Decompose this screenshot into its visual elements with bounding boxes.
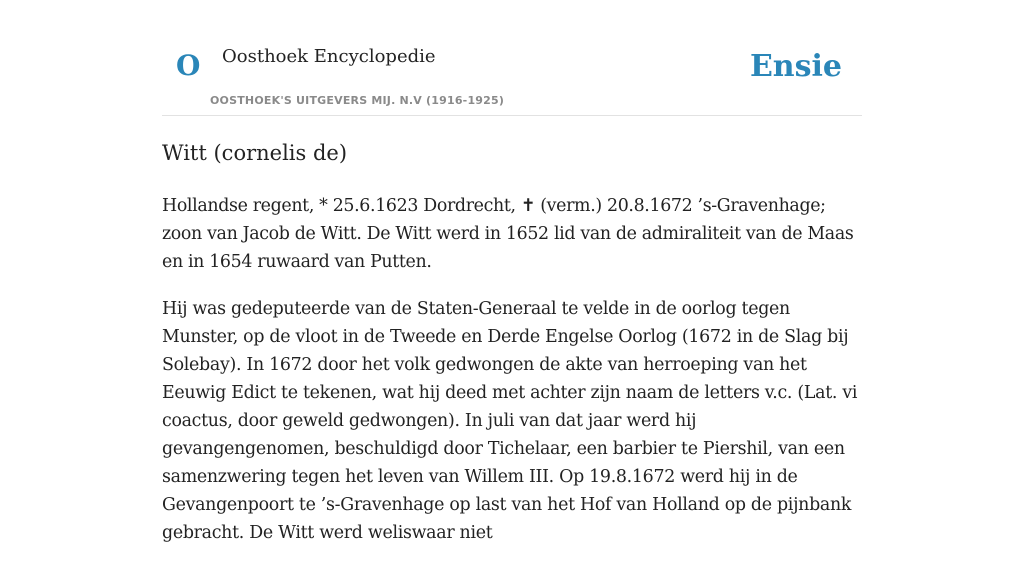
ensie-brand-link[interactable]: Ensie [749,49,842,84]
site-title[interactable]: Oosthoek Encyclopedie [222,46,436,67]
article-body [162,192,862,566]
site-subtitle: OOSTHOEK'S UITGEVERS MIJ. N.V (1916-1925) [210,94,505,107]
page [162,0,862,543]
site-logo-icon[interactable]: O [176,49,201,82]
article-paragraph: Hollandse regent, * 25.6.1623 Dordrecht, ✝ (verm.) 20.8.1672 ’s-Gravenhage; zoon van Jacob de Witt. De Witt werd in 1652 lid van de admiraliteit van de Maas en in 1654 ruwaard van Putten. [162,196,854,272]
article-title: Witt (cornelis de) [162,141,348,165]
article-paragraph: Hij was gedeputeerde van de Staten-Generaal te velde in de oorlog tegen Munster, op de vloot in de Tweede en Derde Engelse Oorlog (1672 in de Slag bij Solebay). In 1672 door het volk gedwongen de akte van herroeping van het Eeuwig Edict te tekenen, wat hij deed met achter zijn naam de letters v.c. (Lat. vi coactus, door geweld gedwongen). In juli van dat jaar werd hij gevangengenomen, beschuldigd door Tichelaar, een barbier te Piershil, van een samenzwering tegen het leven van Willem III. Op 19.8.1672 werd hij in de Gevangenpoort te ’s-Gravenhage op last van het Hof van Holland op de pijnbank gebracht. De Witt werd weliswaar niet [162,299,858,543]
site-header [162,0,862,116]
